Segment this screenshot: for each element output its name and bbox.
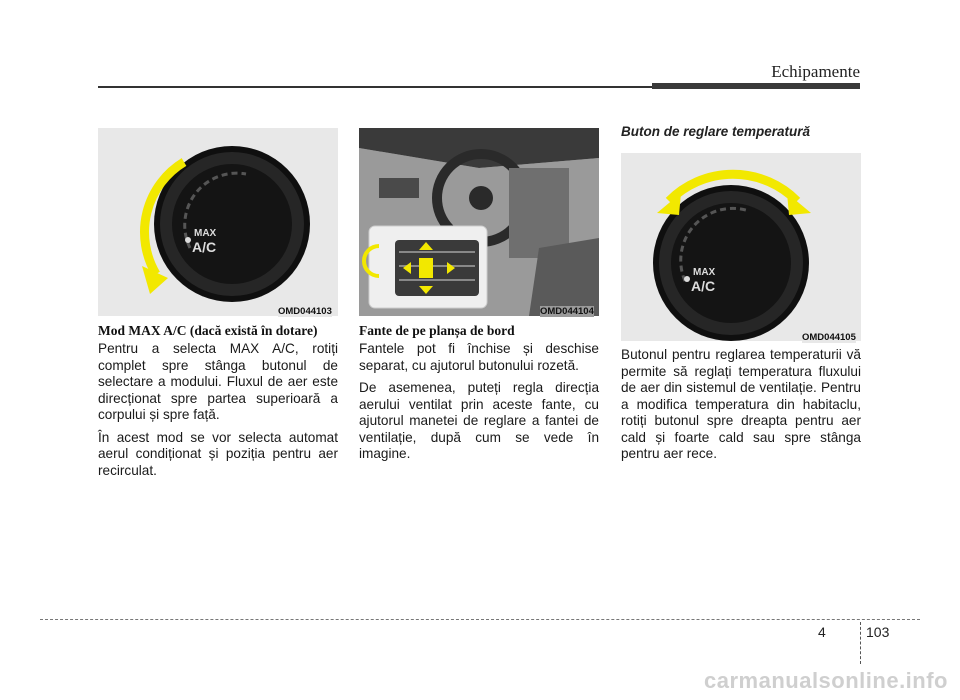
paragraph: Butonul pentru reglarea temperaturii vă permite să reglați temperatura fluxului de aer din sistemul de ventilație. Pentru a modifica temperatura din habitaclu, rotiți butonul spre dreapta pentru aer cald și foarte cald sau spre stânga pentru aer rece. <box>621 347 861 461</box>
footer-dashed-rule <box>40 619 920 620</box>
knob-ac-label: A/C <box>691 278 716 294</box>
knob-ac-label: A/C <box>192 239 217 255</box>
section-heading: Mod MAX A/C (dacă există în dotare) <box>98 323 318 338</box>
chapter-number: 4 <box>818 624 826 640</box>
paragraph: În acest mod se vor selecta automat aerul condiționat și poziția pentru aer recirculat. <box>98 429 338 478</box>
dashboard-illustration <box>359 128 599 316</box>
section-heading: Fante de pe planșa de bord <box>359 323 515 338</box>
knob-max-label: MAX <box>194 228 217 239</box>
mode-knob-illustration <box>98 128 338 316</box>
section-heading: Buton de reglare temperatură <box>621 124 811 139</box>
temperature-knob-illustration <box>621 153 861 341</box>
page-number: 103 <box>866 624 890 640</box>
knob-max-label: MAX <box>693 267 716 278</box>
figure-code: OMD044105 <box>802 332 856 343</box>
footer-divider <box>860 622 861 664</box>
paragraph: De asemenea, puteți regla direcția aerului ventilat prin aceste fante, cu ajutorul manetei de reglare a fantei de ventilație, după cum se vede în imagine. <box>359 380 599 461</box>
section-body <box>359 341 599 463</box>
figure-code: OMD044104 <box>540 306 594 317</box>
temperature-knob-figure <box>621 153 861 341</box>
figure-code: OMD044103 <box>278 306 332 317</box>
dashboard-vents-photo <box>359 128 599 316</box>
header-rule-accent <box>652 83 860 89</box>
max-ac-knob-figure <box>98 128 338 316</box>
watermark: carmanualsonline.info <box>704 668 948 693</box>
section-body <box>621 347 861 463</box>
section-body <box>98 341 338 479</box>
header-title: Echipamente <box>771 62 860 81</box>
paragraph: Fantele pot fi închise și deschise separat, cu ajutorul butonului rozetă. <box>359 341 599 373</box>
paragraph: Pentru a selecta MAX A/C, rotiți complet spre stânga butonul de selectare a modului. Fluxul de aer este direcționat spre partea superioară a corpului și spre față. <box>98 341 338 422</box>
